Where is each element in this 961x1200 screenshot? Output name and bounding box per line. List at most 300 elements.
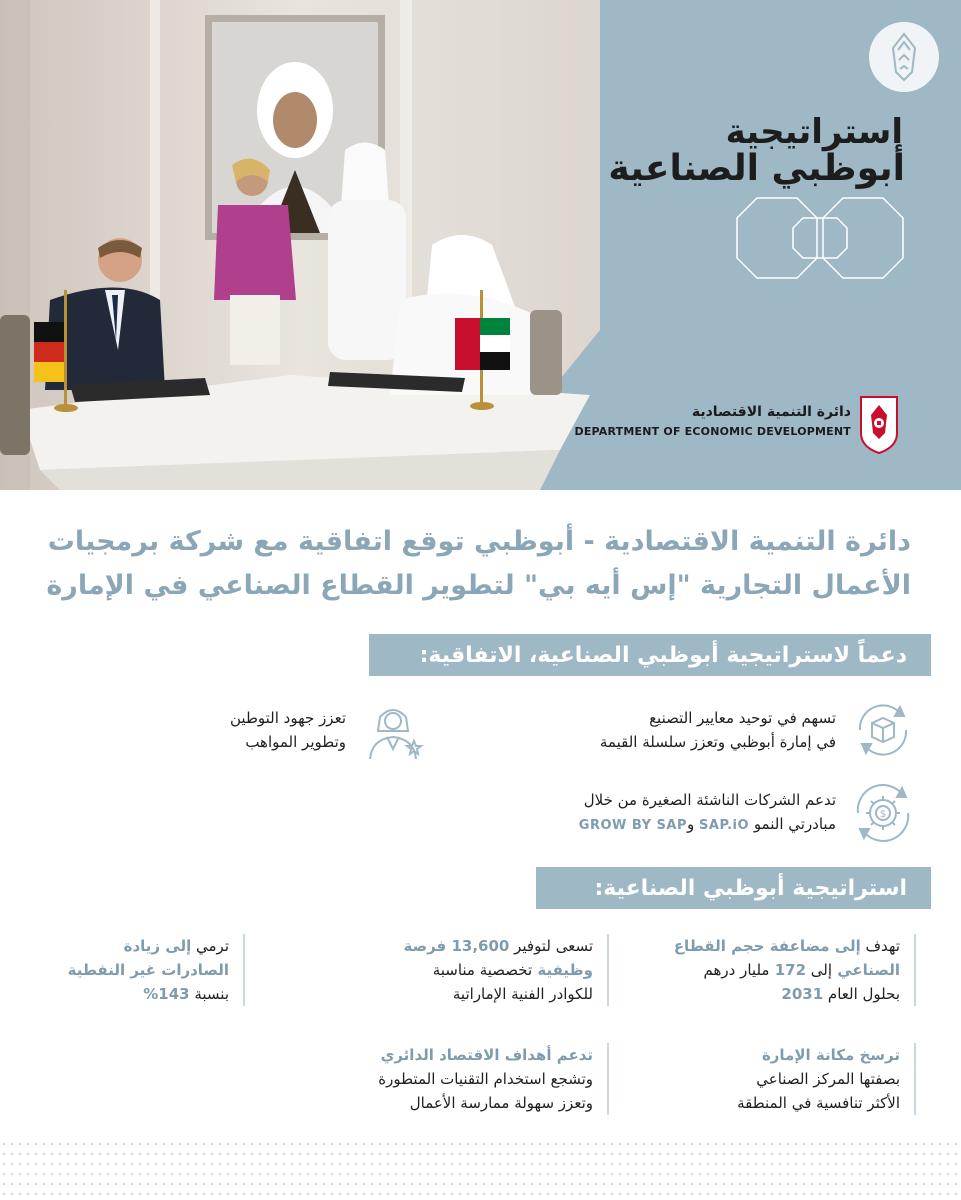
footer-dot: [75, 1183, 78, 1186]
footer-dot: [331, 1163, 334, 1166]
footer-dot: [131, 1143, 134, 1146]
footer-dot: [523, 1183, 526, 1186]
footer-dot: [827, 1193, 830, 1196]
footer-dot: [875, 1173, 878, 1176]
footer-dot: [803, 1143, 806, 1146]
footer-dot: [427, 1143, 430, 1146]
footer-dot: [203, 1193, 206, 1196]
footer-dot: [691, 1193, 694, 1196]
footer-dot: [947, 1173, 950, 1176]
footer-dot: [755, 1153, 758, 1156]
strategy-text: وتعزز سهولة ممارسة الأعمال: [409, 1094, 593, 1112]
footer-dot: [443, 1173, 446, 1176]
footer-dot: [691, 1143, 694, 1146]
footer-dot: [635, 1183, 638, 1186]
footer-dot: [587, 1153, 590, 1156]
footer-dot: [603, 1143, 606, 1146]
footer-dot: [779, 1183, 782, 1186]
footer-dot: [11, 1163, 14, 1166]
footer-dot: [435, 1153, 438, 1156]
footer-dot: [403, 1163, 406, 1166]
footer-dot: [195, 1153, 198, 1156]
footer-dot: [331, 1143, 334, 1146]
footer-dot: [827, 1143, 830, 1146]
footer-dot: [59, 1193, 62, 1196]
footer-dot: [187, 1193, 190, 1196]
footer-dot: [331, 1173, 334, 1176]
strategy-text: إلى: [806, 961, 833, 979]
footer-dot: [467, 1173, 470, 1176]
footer-dot: [955, 1163, 958, 1166]
footer-dot: [83, 1153, 86, 1156]
footer-dot: [211, 1153, 214, 1156]
footer-dot: [923, 1143, 926, 1146]
footer-dot: [283, 1153, 286, 1156]
footer-dot: [395, 1193, 398, 1196]
footer-dot: [779, 1193, 782, 1196]
footer-dot: [243, 1163, 246, 1166]
footer-dot: [931, 1183, 934, 1186]
footer-dot: [651, 1183, 654, 1186]
footer-dot: [459, 1173, 462, 1176]
footer-dot: [859, 1183, 862, 1186]
footer-dot: [563, 1153, 566, 1156]
footer-dot: [155, 1193, 158, 1196]
footer-dot: [579, 1183, 582, 1186]
footer-dot: [43, 1163, 46, 1166]
footer-dot: [147, 1143, 150, 1146]
footer-dot: [299, 1193, 302, 1196]
footer-dot: [19, 1163, 22, 1166]
footer-dot: [131, 1183, 134, 1186]
footer-dot: [579, 1153, 582, 1156]
footer-dot: [659, 1163, 662, 1166]
strategy-text: تهدف: [860, 937, 900, 955]
footer-dot: [35, 1163, 38, 1166]
footer-dot: [867, 1183, 870, 1186]
footer-dot: [387, 1183, 390, 1186]
footer-dot: [675, 1173, 678, 1176]
footer-dot: [387, 1193, 390, 1196]
footer-dot: [771, 1173, 774, 1176]
footer-dot: [235, 1183, 238, 1186]
footer-dot: [731, 1163, 734, 1166]
footer-dot: [707, 1183, 710, 1186]
footer-dot: [187, 1153, 190, 1156]
footer-dot: [595, 1153, 598, 1156]
footer-dot: [603, 1173, 606, 1176]
footer-dot: [299, 1143, 302, 1146]
footer-dot: [163, 1143, 166, 1146]
footer-dot: [755, 1173, 758, 1176]
footer-dot: [131, 1173, 134, 1176]
footer-dot: [619, 1193, 622, 1196]
footer-dot: [419, 1153, 422, 1156]
dot-pattern-footer: [0, 1138, 961, 1200]
footer-dot: [443, 1153, 446, 1156]
footer-dot: [739, 1163, 742, 1166]
hero-brand-panel: [561, 0, 961, 490]
footer-dot: [667, 1183, 670, 1186]
footer-dot: [515, 1163, 518, 1166]
footer-dot: [43, 1143, 46, 1146]
footer-dot: [403, 1183, 406, 1186]
footer-dot: [955, 1153, 958, 1156]
footer-dot: [323, 1143, 326, 1146]
footer-dot: [923, 1193, 926, 1196]
footer-dot: [891, 1153, 894, 1156]
falcon-emblem-icon: [869, 22, 939, 92]
footer-dot: [939, 1193, 942, 1196]
footer-dot: [115, 1163, 118, 1166]
footer-dot: [467, 1153, 470, 1156]
footer-dot: [667, 1173, 670, 1176]
footer-dot: [19, 1193, 22, 1196]
footer-dot: [891, 1143, 894, 1146]
footer-dot: [115, 1193, 118, 1196]
footer-dot: [755, 1183, 758, 1186]
footer-dot: [507, 1143, 510, 1146]
footer-dot: [395, 1173, 398, 1176]
footer-dot: [131, 1163, 134, 1166]
footer-dot: [931, 1163, 934, 1166]
footer-dot: [595, 1183, 598, 1186]
footer-dot: [619, 1183, 622, 1186]
footer-dot: [691, 1173, 694, 1176]
footer-dot: [251, 1193, 254, 1196]
footer-dot: [747, 1173, 750, 1176]
footer-dot: [939, 1143, 942, 1146]
strategy-text: بنسبة: [189, 985, 229, 1003]
footer-dot: [651, 1153, 654, 1156]
footer-dot: [707, 1173, 710, 1176]
footer-dot: [851, 1143, 854, 1146]
footer-dot: [619, 1173, 622, 1176]
footer-dot: [755, 1143, 758, 1146]
footer-dot: [251, 1183, 254, 1186]
footer-dot: [811, 1193, 814, 1196]
footer-dot: [787, 1183, 790, 1186]
footer-dot: [315, 1163, 318, 1166]
footer-dot: [675, 1163, 678, 1166]
footer-dot: [915, 1153, 918, 1156]
hero-title-line2: أبوظبي الصناعية: [608, 148, 905, 189]
footer-dot: [355, 1153, 358, 1156]
footer-dot: [507, 1173, 510, 1176]
footer-dot: [627, 1183, 630, 1186]
footer-dot: [603, 1193, 606, 1196]
strategy-highlight: ترسخ مكانة الإمارة: [761, 1046, 900, 1064]
footer-dot: [91, 1183, 94, 1186]
footer-dot: [947, 1193, 950, 1196]
strategy-text: تخصصية مناسبة: [432, 961, 533, 979]
footer-dot: [275, 1163, 278, 1166]
footer-dot: [411, 1153, 414, 1156]
footer-dot: [475, 1183, 478, 1186]
footer-dot: [299, 1153, 302, 1156]
footer-dot: [915, 1193, 918, 1196]
footer-dot: [787, 1143, 790, 1146]
footer-dot: [27, 1173, 30, 1176]
footer-dot: [891, 1183, 894, 1186]
footer-dot: [915, 1173, 918, 1176]
footer-dot: [955, 1173, 958, 1176]
hero-section: [0, 0, 961, 490]
footer-dot: [539, 1193, 542, 1196]
footer-dot: [499, 1153, 502, 1156]
footer-dot: [547, 1153, 550, 1156]
footer-dot: [187, 1143, 190, 1146]
footer-dot: [627, 1173, 630, 1176]
footer-dot: [203, 1153, 206, 1156]
footer-dot: [291, 1193, 294, 1196]
footer-dot: [907, 1183, 910, 1186]
footer-dot: [851, 1173, 854, 1176]
footer-dot: [499, 1163, 502, 1166]
footer-dot: [675, 1193, 678, 1196]
footer-dot: [43, 1173, 46, 1176]
footer-dot: [195, 1163, 198, 1166]
footer-dot: [355, 1163, 358, 1166]
footer-dot: [139, 1163, 142, 1166]
footer-dot: [147, 1183, 150, 1186]
footer-dot: [915, 1163, 918, 1166]
footer-dot: [763, 1163, 766, 1166]
footer-dot: [307, 1183, 310, 1186]
department-name-ar: دائرة التنمية الاقتصادية: [691, 404, 851, 420]
footer-dot: [219, 1143, 222, 1146]
footer-dot: [315, 1173, 318, 1176]
footer-dot: [83, 1173, 86, 1176]
footer-dot: [683, 1183, 686, 1186]
footer-dot: [211, 1143, 214, 1146]
footer-dot: [555, 1173, 558, 1176]
footer-dot: [147, 1153, 150, 1156]
footer-dot: [3, 1193, 6, 1196]
footer-dot: [947, 1143, 950, 1146]
footer-dot: [683, 1143, 686, 1146]
footer-dot: [419, 1143, 422, 1146]
footer-dot: [899, 1143, 902, 1146]
footer-dot: [195, 1173, 198, 1176]
headline-line2: الأعمال التجارية "إس أيه بي" لتطوير القطاع الصناعي في الإمارة: [46, 570, 911, 601]
footer-dot: [227, 1183, 230, 1186]
footer-dot: [779, 1143, 782, 1146]
footer-dot: [795, 1153, 798, 1156]
footer-dot: [115, 1143, 118, 1146]
footer-dot: [131, 1153, 134, 1156]
footer-dot: [3, 1153, 6, 1156]
footer-dot: [11, 1193, 14, 1196]
footer-dot: [99, 1163, 102, 1166]
footer-dot: [35, 1173, 38, 1176]
footer-dot: [91, 1173, 94, 1176]
footer-dot: [315, 1153, 318, 1156]
footer-dot: [923, 1153, 926, 1156]
footer-dot: [907, 1153, 910, 1156]
box-cycle-icon: [850, 697, 916, 763]
footer-dot: [547, 1193, 550, 1196]
footer-dot: [267, 1153, 270, 1156]
footer-dot: [67, 1193, 70, 1196]
strategy-text: الأكثر تنافسية في المنطقة: [737, 1094, 900, 1112]
footer-dot: [243, 1183, 246, 1186]
footer-dot: [227, 1163, 230, 1166]
footer-dot: [179, 1143, 182, 1146]
footer-dot: [643, 1163, 646, 1166]
footer-dot: [347, 1193, 350, 1196]
footer-dot: [51, 1173, 54, 1176]
footer-dot: [611, 1143, 614, 1146]
footer-dot: [51, 1183, 54, 1186]
footer-dot: [259, 1173, 262, 1176]
footer-dot: [419, 1193, 422, 1196]
footer-dot: [715, 1173, 718, 1176]
footer-dot: [203, 1143, 206, 1146]
footer-dot: [51, 1193, 54, 1196]
footer-dot: [315, 1193, 318, 1196]
footer-dot: [675, 1143, 678, 1146]
footer-dot: [227, 1153, 230, 1156]
footer-dot: [587, 1143, 590, 1146]
footer-dot: [875, 1163, 878, 1166]
strategy-text: وتشجع استخدام التقنيات المتطورة: [378, 1070, 593, 1088]
footer-dot: [403, 1193, 406, 1196]
footer-dot: [643, 1193, 646, 1196]
footer-dot: [555, 1183, 558, 1186]
footer-dot: [227, 1173, 230, 1176]
support-text: وتطوير المواهب: [245, 733, 346, 751]
footer-dot: [243, 1193, 246, 1196]
footer-dot: [379, 1173, 382, 1176]
footer-dot: [715, 1143, 718, 1146]
footer-dot: [235, 1163, 238, 1166]
footer-dot: [427, 1183, 430, 1186]
strategy-text: للكوادر الفنية الإماراتية: [452, 985, 593, 1003]
footer-dot: [731, 1153, 734, 1156]
strategy-highlight: الصادرات غير النفطية: [67, 961, 229, 979]
footer-dot: [779, 1163, 782, 1166]
footer-dot: [427, 1153, 430, 1156]
footer-dot: [483, 1163, 486, 1166]
footer-dot: [771, 1183, 774, 1186]
footer-dot: [835, 1163, 838, 1166]
footer-dot: [875, 1183, 878, 1186]
footer-dot: [107, 1163, 110, 1166]
strategy-item-circular-economy: [329, 1043, 609, 1115]
footer-dot: [459, 1183, 462, 1186]
footer-dot: [99, 1193, 102, 1196]
footer-dot: [91, 1143, 94, 1146]
footer-dot: [555, 1153, 558, 1156]
footer-dot: [515, 1143, 518, 1146]
footer-dot: [171, 1173, 174, 1176]
footer-dot: [291, 1153, 294, 1156]
footer-dot: [275, 1173, 278, 1176]
footer-dot: [875, 1193, 878, 1196]
footer-dot: [211, 1173, 214, 1176]
footer-dot: [531, 1183, 534, 1186]
footer-dot: [11, 1173, 14, 1176]
footer-dot: [363, 1183, 366, 1186]
footer-dot: [747, 1193, 750, 1196]
support-item-standardize: [600, 706, 836, 754]
strategy-text: مليار درهم: [703, 961, 770, 979]
footer-dot: [379, 1153, 382, 1156]
footer-dot: [619, 1153, 622, 1156]
footer-dot: [603, 1163, 606, 1166]
footer-dot: [731, 1193, 734, 1196]
footer-dot: [763, 1183, 766, 1186]
footer-dot: [843, 1143, 846, 1146]
footer-dot: [499, 1183, 502, 1186]
footer-dot: [11, 1183, 14, 1186]
footer-dot: [155, 1173, 158, 1176]
footer-dot: [947, 1183, 950, 1186]
footer-dot: [155, 1143, 158, 1146]
footer-dot: [3, 1173, 6, 1176]
footer-dot: [875, 1153, 878, 1156]
footer-dot: [107, 1153, 110, 1156]
footer-dot: [139, 1143, 142, 1146]
footer-dot: [571, 1183, 574, 1186]
footer-dot: [171, 1183, 174, 1186]
footer-dot: [163, 1153, 166, 1156]
footer-dot: [843, 1193, 846, 1196]
footer-dot: [3, 1183, 6, 1186]
footer-dot: [723, 1173, 726, 1176]
footer-dot: [259, 1153, 262, 1156]
footer-dot: [539, 1143, 542, 1146]
footer-dot: [611, 1153, 614, 1156]
support-heading-band: [369, 634, 931, 676]
footer-dot: [707, 1143, 710, 1146]
footer-dot: [603, 1183, 606, 1186]
footer-dot: [371, 1173, 374, 1176]
footer-dot: [323, 1163, 326, 1166]
footer-dot: [667, 1193, 670, 1196]
footer-dot: [947, 1163, 950, 1166]
footer-dot: [835, 1193, 838, 1196]
footer-dot: [691, 1153, 694, 1156]
footer-dot: [707, 1193, 710, 1196]
footer-dot: [339, 1173, 342, 1176]
footer-dot: [371, 1143, 374, 1146]
footer-dot: [467, 1193, 470, 1196]
footer-dot: [219, 1183, 222, 1186]
footer-dot: [267, 1163, 270, 1166]
footer-dot: [195, 1193, 198, 1196]
footer-dot: [323, 1153, 326, 1156]
footer-dot: [163, 1163, 166, 1166]
footer-dot: [835, 1183, 838, 1186]
footer-dot: [619, 1163, 622, 1166]
footer-dot: [531, 1173, 534, 1176]
footer-dot: [139, 1173, 142, 1176]
footer-dot: [763, 1153, 766, 1156]
footer-dot: [859, 1163, 862, 1166]
footer-dot: [403, 1173, 406, 1176]
footer-dot: [331, 1183, 334, 1186]
footer-dot: [283, 1143, 286, 1146]
footer-dot: [467, 1143, 470, 1146]
footer-dot: [387, 1173, 390, 1176]
footer-dot: [179, 1163, 182, 1166]
footer-dot: [539, 1173, 542, 1176]
footer-dot: [643, 1183, 646, 1186]
footer-dot: [691, 1163, 694, 1166]
footer-dot: [323, 1183, 326, 1186]
